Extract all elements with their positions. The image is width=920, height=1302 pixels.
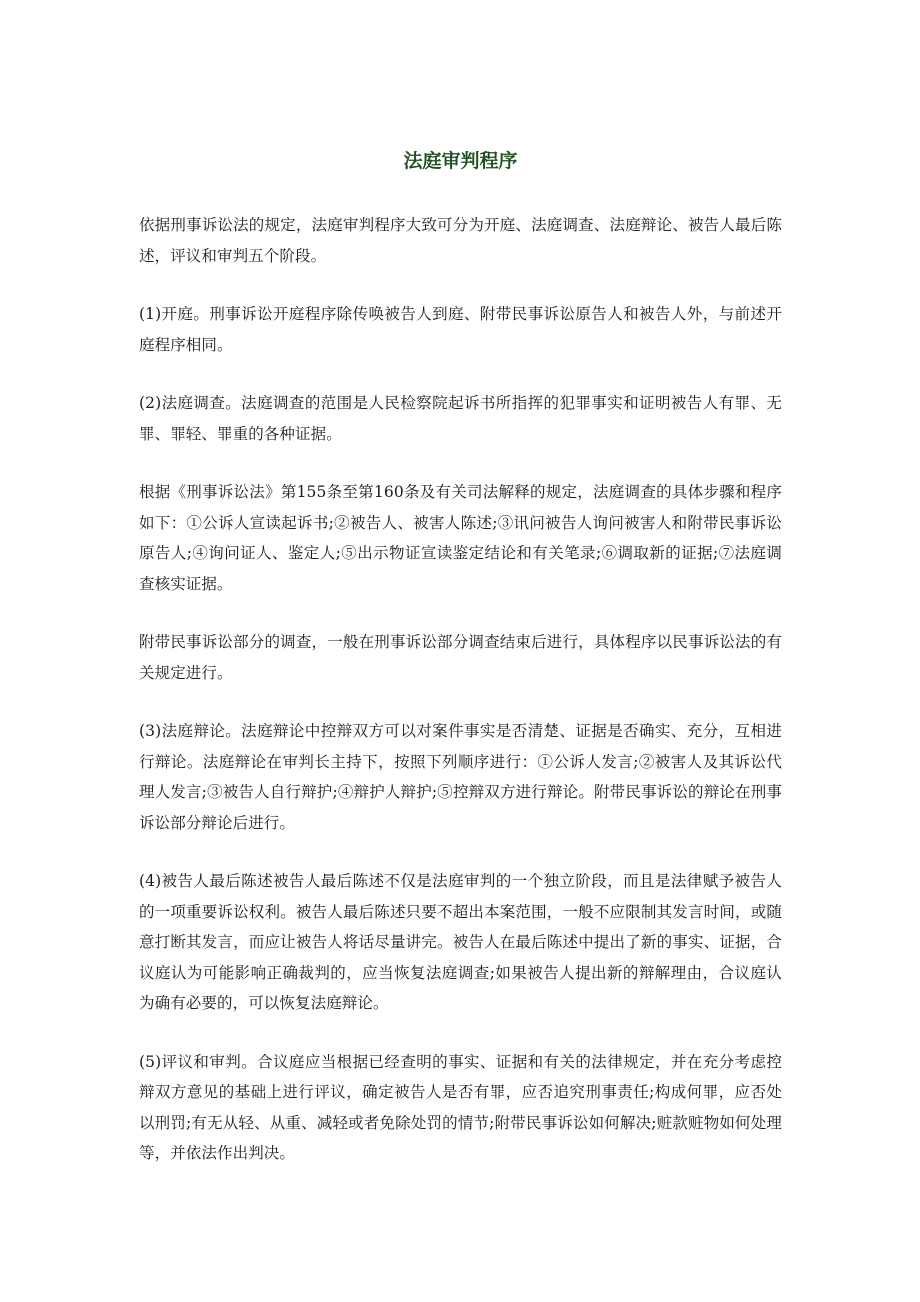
paragraph-investigation: (2)法庭调查。法庭调查的范围是人民检察院起诉书所指挥的犯罪事实和证明被告人有罪、无罪、罪轻、罪重的各种证据。 xyxy=(139,394,782,443)
document-title: 法庭审判程序 xyxy=(403,150,518,172)
paragraph-debate: (3)法庭辩论。法庭辩论中控辩双方可以对案件事实是否清楚、证据是否确实、充分，互相进行辩论。法庭辩论在审判长主持下，按照下列顺序进行：①公诉人发言;②被害人及其诉讼代理人发言;③被告人自行辩护;④辩护人辩护;⑤控辩双方进行辩论。附带民事诉讼的辩论在刑事诉讼部分辩论后进行。 xyxy=(139,722,782,832)
paragraph-final-statement: (4)被告人最后陈述被告人最后陈述不仅是法庭审判的一个独立阶段，而且是法律赋予被告人的一项重要诉讼权利。被告人最后陈述只要不超出本案范围，一般不应限制其发言时间，或随意打断其发言，而应让被告人将话尽量讲完。被告人在最后陈述中提出了新的事实、证据，合议庭认为可能影响正确裁判的，应当恢复法庭调查;如果被告人提出新的辩解理由，合议庭认为确有必要的，可以恢复法庭辩论。 xyxy=(139,872,782,1012)
paragraph-deliberation: (5)评议和审判。合议庭应当根据已经查明的事实、证据和有关的法律规定，并在充分考虑控辩双方意见的基础上进行评议，确定被告人是否有罪，应否追究刑事责任;构成何罪，应否处以刑罚;有无从轻、从重、减轻或者免除处罚的情节;附带民事诉讼如何解决;赃款赃物如何处理等，并依法作出判决。 xyxy=(139,1052,782,1162)
paragraph-intro: 依据刑事诉讼法的规定，法庭审判程序大致可分为开庭、法庭调查、法庭辩论、被告人最后陈述，评议和审判五个阶段。 xyxy=(139,216,782,265)
paragraph-opening: (1)开庭。刑事诉讼开庭程序除传唤被告人到庭、附带民事诉讼原告人和被告人外，与前述开庭程序相同。 xyxy=(139,305,782,354)
paragraph-investigation-steps: 根据《刑事诉讼法》第155条至第160条及有关司法解释的规定，法庭调查的具体步骤和程序如下：①公诉人宣读起诉书;②被告人、被害人陈述;③讯问被告人询问被害人和附带民事诉讼原告人;④询问证人、鉴定人;⑤出示物证宣读鉴定结论和有关笔录;⑥调取新的证据;⑦法庭调查核实证据。 xyxy=(139,483,782,593)
paragraph-civil-investigation: 附带民事诉讼部分的调查，一般在刑事诉讼部分调查结束后进行，具体程序以民事诉讼法的有关规定进行。 xyxy=(139,633,782,682)
